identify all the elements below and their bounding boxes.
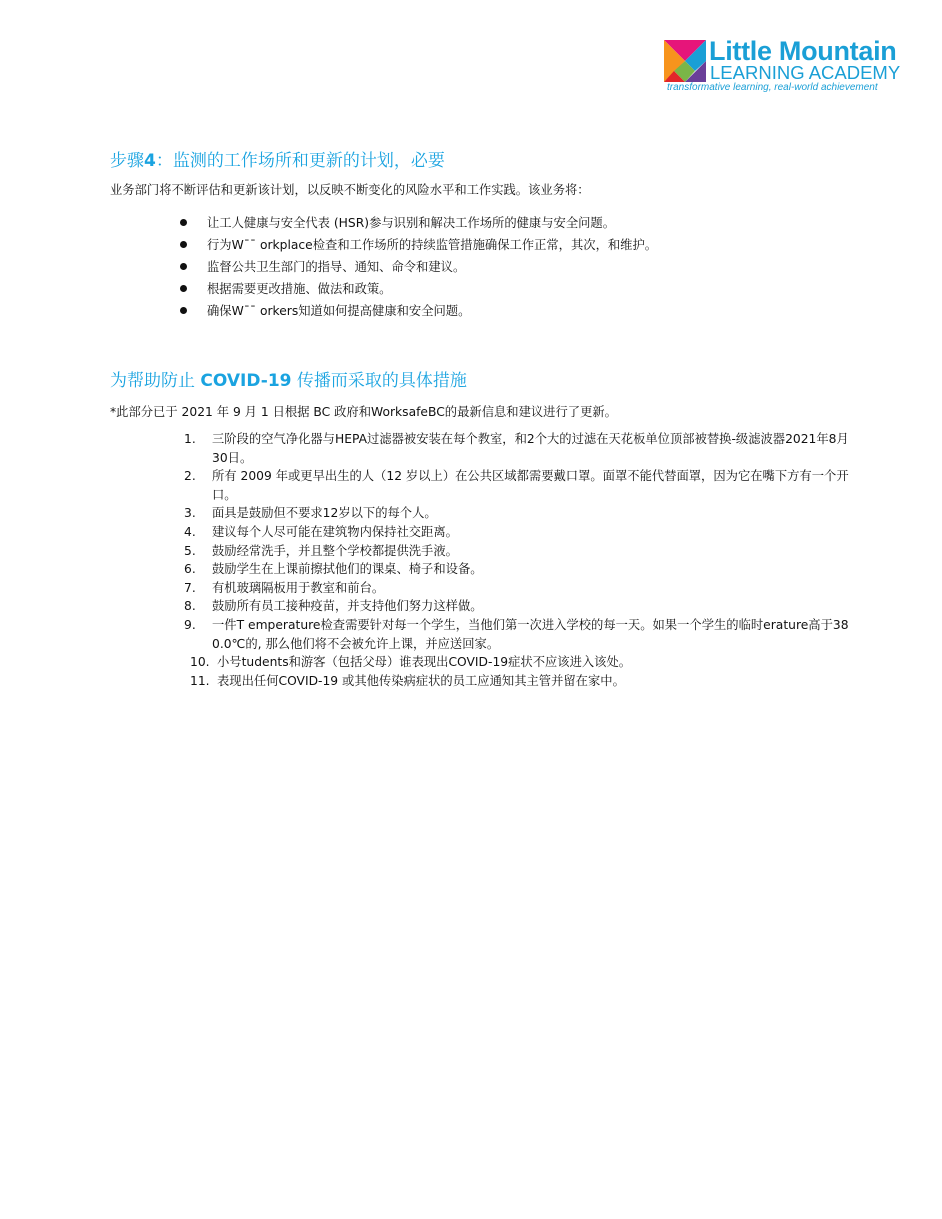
item-number: 2.	[184, 469, 196, 484]
heading-prefix: 为帮助防止	[110, 371, 201, 391]
step4-bullet-list	[178, 212, 657, 322]
item-number: 8.	[184, 599, 196, 614]
item-text: 面具是鼓励但不要求12岁以下的每个人。	[212, 506, 437, 521]
list-item	[178, 256, 657, 278]
bullet-icon	[180, 241, 187, 248]
item-number: 11.	[190, 673, 210, 688]
list-item	[180, 430, 860, 467]
bullet-icon	[180, 263, 187, 270]
list-item	[180, 672, 860, 691]
item-text: 一件T emperature检查需要针对每一个学生，当他们第一次进入学校的每一天。如果一个学生的临时erature高于38 0.0℃的, 那么他们将不会被允许上课，并应送回家。	[212, 617, 849, 651]
item-text: 鼓励学生在上课前擦拭他们的课桌、椅子和设备。	[212, 562, 483, 577]
item-number: 9.	[184, 617, 196, 632]
heading-prefix: 步骤	[110, 151, 144, 171]
list-item	[180, 597, 860, 616]
list-item	[180, 579, 860, 598]
item-text: 有机玻璃隔板用于教室和前台。	[212, 580, 385, 595]
item-number: 6.	[184, 562, 196, 577]
section-heading-covid	[110, 366, 467, 391]
item-text: 所有 2009 年或更早出生的人（12 岁以上）在公共区域都需要戴口罩。面罩不能代替面罩，因为它在嘴下方有一个开口。	[212, 469, 849, 502]
covid-intro: *此部分已于 2021 年 9 月 1 日根据 BC 政府和WorksafeBC的最新信息和建议进行了更新。	[110, 405, 617, 419]
bullet-icon	[180, 307, 187, 314]
list-item	[180, 616, 860, 653]
list-item	[180, 653, 860, 672]
list-item	[180, 560, 860, 579]
item-number: 5.	[184, 543, 196, 558]
heading-rest: ：监测的工作场所和更新的计划，必要	[155, 151, 445, 171]
list-item	[178, 278, 657, 300]
list-item-text: 行为W¯¯ orkplace检查和工作场所的持续监管措施确保工作正常，其次，和维护。	[207, 238, 658, 252]
item-number: 10.	[190, 655, 210, 670]
step4-intro: 业务部门将不断评估和更新该计划，以反映不断变化的风险水平和工作实践。该业务将：	[110, 183, 590, 197]
item-text: 建议每个人尽可能在建筑物内保持社交距离。	[212, 524, 458, 539]
heading-rest: 传播而采取的具体措施	[291, 371, 467, 391]
list-item	[180, 467, 860, 504]
covid-measures-list	[180, 430, 860, 690]
heading-bold: COVID-19	[200, 371, 292, 391]
item-text: 鼓励经常洗手，并且整个学校都提供洗手液。	[212, 543, 458, 558]
list-item	[180, 523, 860, 542]
bullet-icon	[180, 219, 187, 226]
logo-line1: Little Mountain	[709, 36, 897, 66]
list-item	[178, 234, 657, 256]
list-item-text: 根据需要更改措施、做法和政策。	[207, 282, 392, 296]
list-item	[180, 542, 860, 561]
bullet-icon	[180, 285, 187, 292]
list-item	[180, 504, 860, 523]
item-number: 1.	[184, 432, 196, 446]
heading-number: 4	[144, 151, 156, 171]
tangram-logo-icon	[664, 40, 706, 82]
list-item-text: 确保W¯¯ orkers知道如何提高健康和安全问题。	[207, 304, 471, 318]
item-text: 鼓励所有员工接种疫苗，并支持他们努力这样做。	[212, 599, 483, 614]
school-logo	[664, 38, 904, 98]
list-item-text: 让工人健康与安全代表 (HSR)参与识别和解决工作场所的健康与安全问题。	[207, 216, 616, 230]
logo-line2: LEARNING ACADEMY	[710, 62, 901, 83]
item-text: 表现出任何COVID-19 或其他传染病症状的员工应通知其主管并留在家中。	[217, 673, 625, 688]
item-text: 小号tudents和游客（包括父母）谁表现出COVID-19症状不应该进入该处。	[217, 655, 632, 670]
item-number: 3.	[184, 506, 196, 521]
logo-tagline: transformative learning, real-world achievement	[667, 82, 878, 93]
item-text: 三阶段的空气净化器与HEPA过滤器被安装在每个教室，和2个大的过滤在天花板单位顶部被替换-级滤波器2021年8月30日。	[212, 432, 849, 465]
list-item	[178, 212, 657, 234]
item-number: 7.	[184, 580, 196, 595]
item-number: 4.	[184, 524, 196, 539]
section-heading-step4	[110, 146, 445, 171]
list-item	[178, 300, 657, 322]
list-item-text: 监督公共卫生部门的指导、通知、命令和建议。	[207, 260, 466, 274]
